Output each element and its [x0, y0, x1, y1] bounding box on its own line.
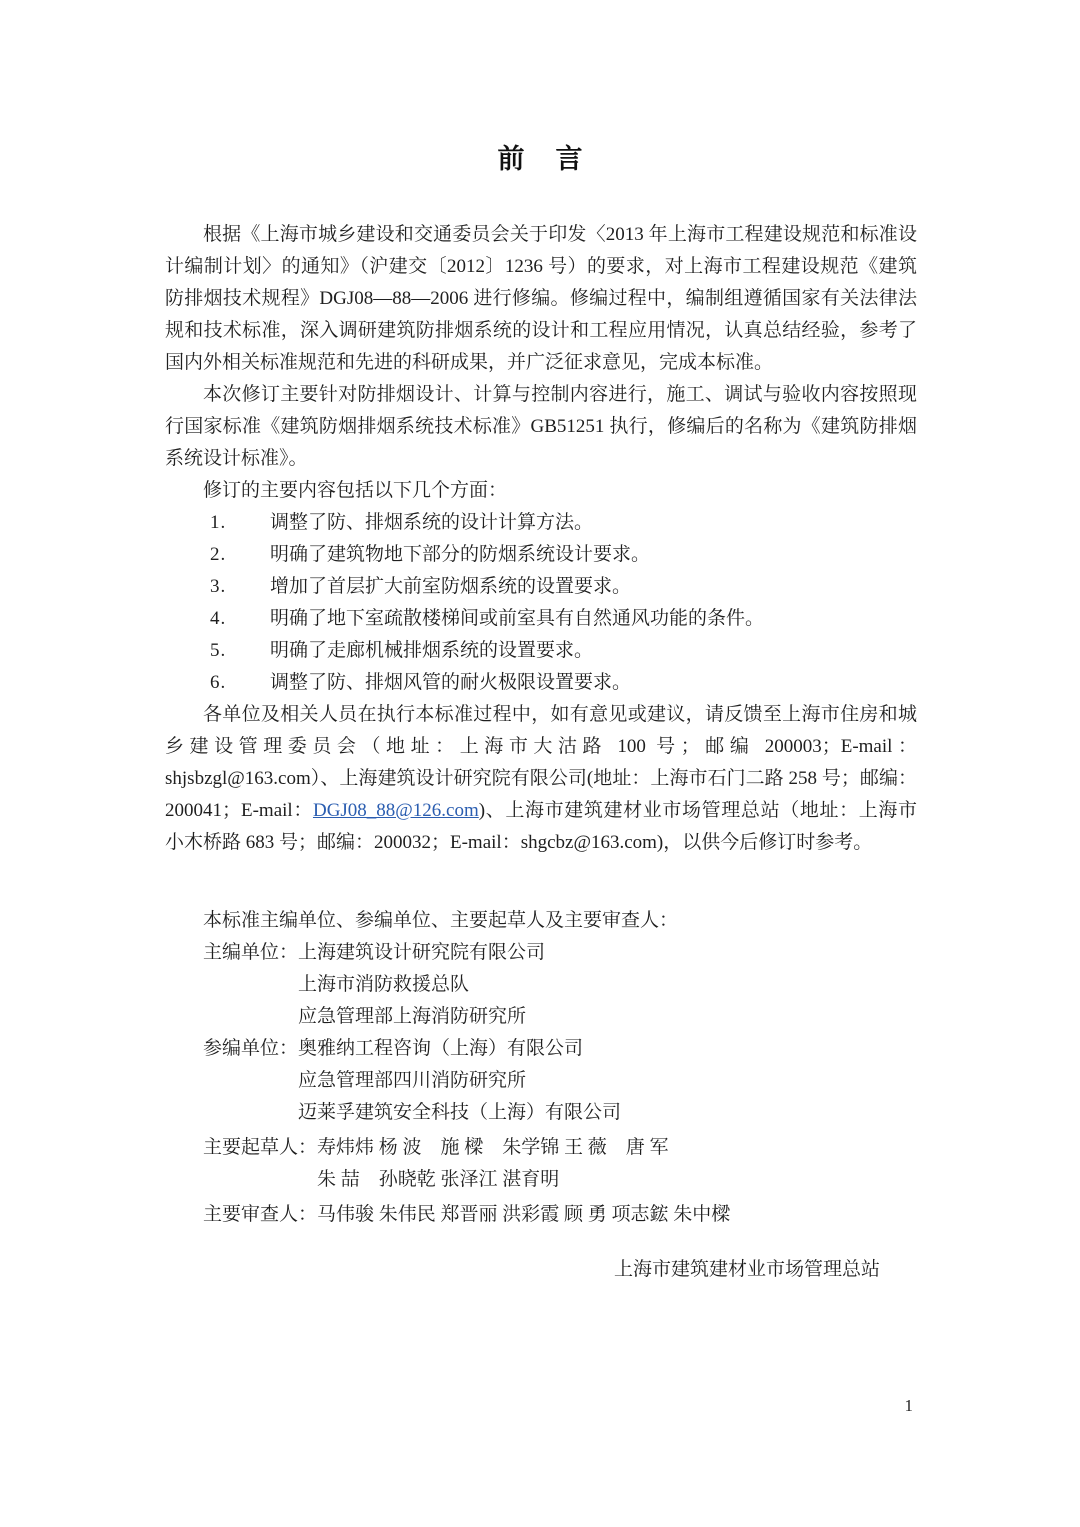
list-item: [165, 539, 917, 571]
list-item-number: [165, 635, 270, 667]
paragraph-list-intro: 修订的主要内容包括以下几个方面：: [203, 480, 508, 501]
page-title: 前 言: [497, 144, 585, 174]
reviewers-line: [165, 1199, 917, 1231]
list-item-number-text: 3.: [210, 576, 227, 597]
list-item-number-text: 6.: [210, 672, 227, 693]
list-item-text: 调整了防、排烟系统的设计计算方法。: [270, 512, 594, 533]
signoff-organization: 上海市建筑建材业市场管理总站: [613, 1259, 880, 1280]
list-item-text: 调整了防、排烟风管的耐火极限设置要求。: [270, 672, 632, 693]
drafters-names: 寿炜炜 杨 波 施 樑 朱学锦 王 薇 唐 军: [317, 1137, 669, 1158]
drafters-label: 主要起草人：: [203, 1137, 318, 1158]
credits-section: [165, 905, 917, 1231]
paragraph-basis: 根据《上海市城乡建设和交通委员会关于印发〈2013 年上海市工程建设规范和标准设计编制计划〉的通知》（沪建交〔2012〕1236 号）的要求，对上海市工程建设规范《建筑防排烟技术规程》DGJ08—88—2006 进行修编。修编过程中，编制组遵循国家有关法律法规和技术标准，深入调研建筑防排烟系统的设计和工程应用情况，认真总结经验，参考了国内外相关标准规范和先进的科研成果，并广泛征求意见，完成本标准。: [165, 224, 917, 373]
feedback-text-after: )、上海市建筑建材业市场管理总站（地址：上海市小木桥路 683 号；邮编：200032；E-mail：shgcbz@163.com)，以供今后修订时参考。: [165, 800, 917, 853]
list-item-number-text: 2.: [210, 544, 227, 565]
list-item-text: 明确了地下室疏散楼梯间或前室具有自然通风功能的条件。: [270, 608, 765, 629]
list-item-number: [165, 667, 270, 699]
participant-label: 参编单位：: [203, 1038, 299, 1059]
participant-line: [165, 1033, 917, 1065]
list-item-number-text: 1.: [210, 512, 227, 533]
list-item: [165, 507, 917, 539]
list-item-number: [165, 507, 270, 539]
reviewers-label: 主要审查人：: [203, 1204, 318, 1225]
email-link[interactable]: DGJ08_88@126.com: [312, 800, 479, 821]
reviewers-names: 马伟骏 朱伟民 郑晋丽 洪彩霞 顾 勇 项志鋐 朱中樑: [317, 1204, 731, 1225]
list-item-number-text: 5.: [210, 640, 227, 661]
list-item-text: 增加了首层扩大前室防烟系统的设置要求。: [270, 576, 632, 597]
list-item-text: 明确了走廊机械排烟系统的设置要求。: [270, 640, 594, 661]
chief-editor-org: 应急管理部上海消防研究所: [298, 1006, 527, 1027]
feedback-text-before: 各单位及相关人员在执行本标准过程中，如有意见或建议，请反馈至上海市住房和城乡建设管理委员会（地址：上海市大沽路 100 号；邮编 200003；E-mail：shjsbzgl@163.com）、上海建筑设计研究院有限公司(地址：上海市石门二路 258 号；邮编：200041；E-mail：: [165, 704, 917, 821]
list-item-number: [165, 539, 270, 571]
list-item: [165, 571, 917, 603]
list-item-number-text: 4.: [210, 608, 227, 629]
page-number: 1: [904, 1396, 913, 1415]
drafters-line: [165, 1132, 917, 1164]
chief-editor-label: 主编单位：: [203, 942, 299, 963]
list-item-text: 明确了建筑物地下部分的防烟系统设计要求。: [270, 544, 651, 565]
chief-editor-org: 上海市消防救援总队: [298, 974, 470, 995]
chief-editor-org: 上海建筑设计研究院有限公司: [298, 942, 546, 963]
list-item: [165, 667, 917, 699]
credits-intro: 本标准主编单位、参编单位、主要起草人及主要审查人：: [203, 910, 679, 931]
chief-editor-line: [165, 937, 917, 969]
participant-org: 应急管理部四川消防研究所: [298, 1070, 527, 1091]
participant-org: 奥雅纳工程咨询（上海）有限公司: [298, 1038, 584, 1059]
paragraph-feedback: [165, 699, 917, 859]
drafters-names: 朱 喆 孙晓乾 张泽江 湛育明: [317, 1169, 560, 1190]
page-content: [165, 0, 917, 1286]
list-item-number: [165, 571, 270, 603]
paragraph-revision-scope: 本次修订主要针对防排烟设计、计算与控制内容进行，施工、调试与验收内容按照现行国家标准《建筑防烟排烟系统技术标准》GB51251 执行，修编后的名称为《建筑防排烟系统设计标准》。: [165, 384, 917, 469]
participant-org: 迈莱孚建筑安全科技（上海）有限公司: [298, 1102, 622, 1123]
list-item: [165, 603, 917, 635]
list-item: [165, 635, 917, 667]
list-item-number: [165, 603, 270, 635]
